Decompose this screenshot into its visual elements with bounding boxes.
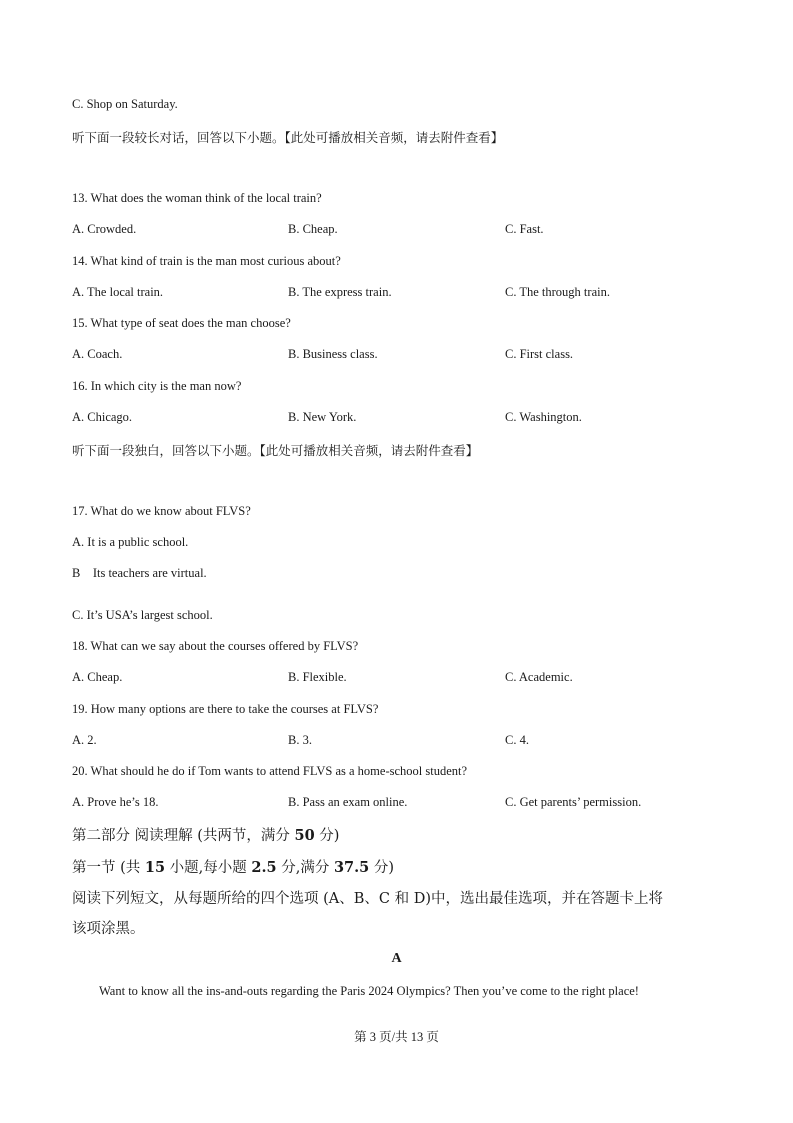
- question-13: 13. What does the woman think of the local train?: [72, 191, 322, 205]
- question-14: 14. What kind of train is the man most curious about?: [72, 254, 341, 268]
- section-1-prefix: 第一节 (共: [72, 860, 145, 876]
- section-1-mid1: 小题,每小题: [165, 860, 252, 876]
- monologue-instruction: 听下面一段独白，回答以下小题。【此处可播放相关音频，请去附件查看】: [72, 443, 479, 458]
- q16-option-a: A. Chicago.: [72, 410, 133, 424]
- question-18: 18. What can we say about the courses offered by FLVS?: [72, 639, 359, 653]
- q15-option-b: B. Business class.: [288, 347, 378, 361]
- q16-option-c: C. Washington.: [505, 410, 582, 424]
- question-19: 19. How many options are there to take the courses at FLVS?: [72, 702, 379, 716]
- question-17: 17. What do we know about FLVS?: [72, 504, 251, 518]
- question-15: 15. What type of seat does the man choose?: [72, 316, 291, 330]
- q13-option-a: A. Crowded.: [72, 222, 137, 236]
- passage-letter: A: [391, 951, 402, 966]
- q18-option-c: C. Academic.: [505, 670, 573, 684]
- q17-option-a: A. It is a public school.: [72, 535, 189, 549]
- question-16: 16. In which city is the man now?: [72, 379, 242, 393]
- section-1-total-score: 37.5: [333, 859, 370, 876]
- q13-option-b: B. Cheap.: [288, 222, 338, 236]
- q20-option-b: B. Pass an exam online.: [288, 795, 408, 809]
- part-2-title-suffix: 分): [314, 828, 340, 844]
- reading-instruction-line-1: 阅读下列短文，从每题所给的四个选项 (A、B、C 和 D)中，选出最佳选项，并在答题卡上将: [72, 891, 663, 907]
- q19-option-c: C. 4.: [505, 733, 529, 747]
- q17-option-b: B Its teachers are virtual.: [72, 566, 207, 580]
- section-1-each-score: 2.5: [251, 859, 277, 876]
- q15-option-c: C. First class.: [505, 347, 574, 361]
- passage-first-line: Want to know all the ins-and-outs regarding the Paris 2024 Olympics? Then you’ve come to the right place!: [99, 984, 639, 998]
- q19-option-b: B. 3.: [288, 733, 312, 747]
- q18-option-b: B. Flexible.: [288, 670, 347, 684]
- part-2-title-prefix: 第二部分 阅读理解 (共两节，满分: [72, 828, 295, 844]
- section-1-count: 15: [144, 859, 166, 876]
- reading-instruction-line-2: 该项涂黑。: [72, 921, 145, 937]
- q20-option-c: C. Get parents’ permission.: [505, 795, 642, 809]
- q16-option-b: B. New York.: [288, 410, 357, 424]
- question-20: 20. What should he do if Tom wants to attend FLVS as a home-school student?: [72, 764, 468, 778]
- part-2-title: [72, 824, 339, 845]
- part-2-score: 50: [294, 827, 315, 844]
- question-12-option-c: C. Shop on Saturday.: [72, 97, 178, 111]
- q15-option-a: A. Coach.: [72, 347, 123, 361]
- q14-option-b: B. The express train.: [288, 285, 392, 299]
- q19-option-a: A. 2.: [72, 733, 97, 747]
- section-1-title: [72, 856, 394, 877]
- section-1-suffix: 分): [369, 860, 395, 876]
- page-footer: 第 3 页/共 13 页: [354, 1030, 439, 1044]
- q13-option-c: C. Fast.: [505, 222, 544, 236]
- q14-option-a: A. The local train.: [72, 285, 164, 299]
- q17-option-c: C. It’s USA’s largest school.: [72, 608, 213, 622]
- dialogue-instruction: 听下面一段较长对话，回答以下小题。【此处可播放相关音频，请去附件查看】: [72, 130, 504, 145]
- q18-option-a: A. Cheap.: [72, 670, 123, 684]
- q20-option-a: A. Prove he’s 18.: [72, 795, 159, 809]
- section-1-mid2: 分,满分: [276, 860, 334, 876]
- q14-option-c: C. The through train.: [505, 285, 610, 299]
